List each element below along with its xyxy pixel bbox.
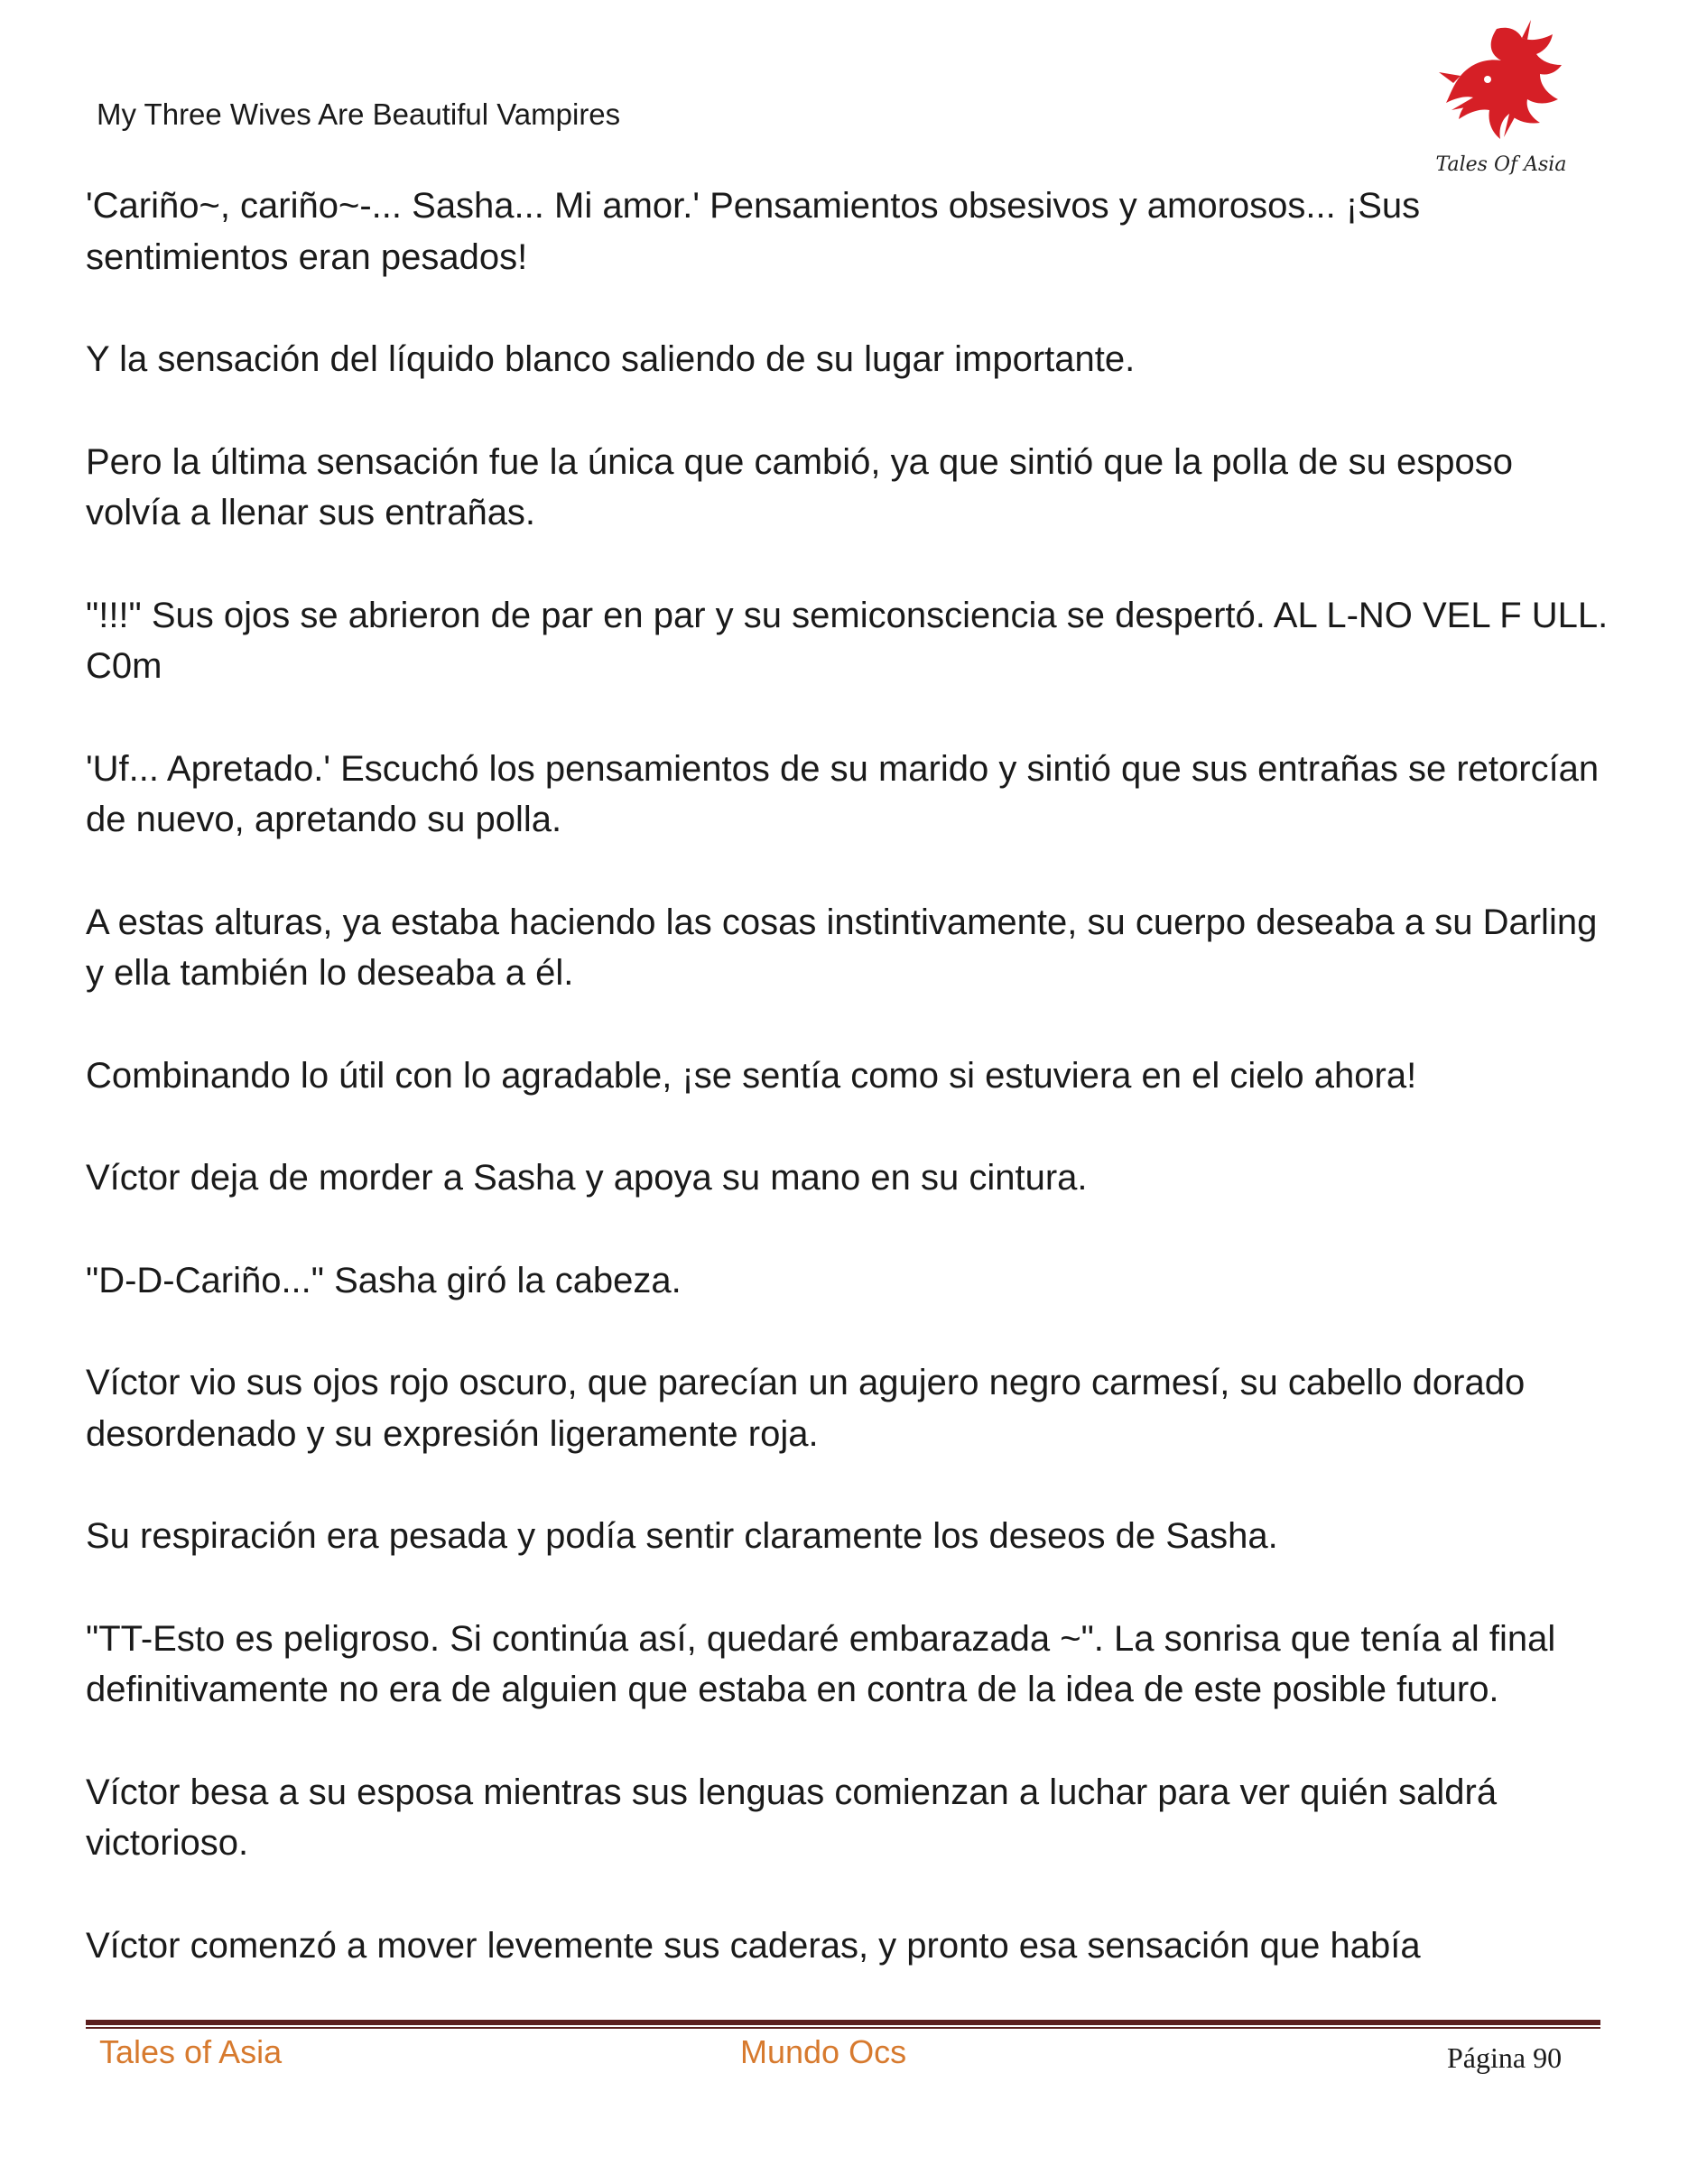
paragraph: "TT-Esto es peligroso. Si continúa así, quedaré embarazada ~". La sonrisa que tenía al final definitivamente no era de alguien que estaba en contra de la idea de este posible futuro. [86,1618,1556,1709]
paragraph: 'Uf... Apretado.' Escuchó los pensamientos de su marido y sintió que sus entrañas se retorcían de nuevo, apretando su polla. [86,748,1600,839]
page-number: Página 90 [1447,2041,1563,2074]
paragraph: Combinando lo útil con lo agradable, ¡se sentía como si estuviera en el cielo ahora! [86,1055,1417,1096]
footer-section: Mundo Ocs [740,2033,907,2070]
paragraph: 'Cariño~, cariño~-... Sasha... Mi amor.' Pensamientos obsesivos y amorosos... ¡Sus sentimientos eran pesados! [86,186,1421,277]
red-dragon-icon [1433,20,1569,164]
paragraph: Víctor deja de morder a Sasha y apoya su mano en su cintura. [86,1158,1088,1198]
footer-divider-thin [86,2027,1600,2029]
logo-caption: Tales Of Asia [1435,153,1567,176]
paragraph: Pero la última sensación fue la única que cambió, ya que sintió que la polla de su esposo volvía a llenar sus entrañas. [86,441,1513,532]
paragraph: "!!!" Sus ojos se abrieron de par en par y su semiconsciencia se despertó. AL L-NO VEL F ULL. C0m [86,595,1609,686]
footer-divider [86,2020,1600,2025]
paragraph: Víctor vio sus ojos rojo oscuro, que parecían un agujero negro carmesí, su cabello dorado desordenado y su expresión ligeramente roja. [86,1363,1526,1454]
footer-publisher: Tales of Asia [99,2033,283,2070]
publisher-logo [1433,20,1569,182]
paragraph: Y la sensación del líquido blanco saliendo de su lugar importante. [86,339,1136,379]
paragraph: Su respiración era pesada y podía sentir claramente los deseos de Sasha. [86,1516,1278,1556]
paragraph: "D-D-Cariño..." Sasha giró la cabeza. [86,1260,682,1300]
chapter-body [86,180,1611,1971]
paragraph-cut-off: Víctor comenzó a mover levemente sus caderas, y pronto esa sensación que había [86,1925,1421,1966]
paragraph: Víctor besa a su esposa mientras sus lenguas comienzan a luchar para ver quién saldrá victorioso. [86,1772,1498,1863]
header-book-title: My Three Wives Are Beautiful Vampires [97,97,621,131]
paragraph: A estas alturas, ya estaba haciendo las cosas instintivamente, su cuerpo deseaba a su Darling y ella también lo deseaba a él. [86,902,1598,993]
